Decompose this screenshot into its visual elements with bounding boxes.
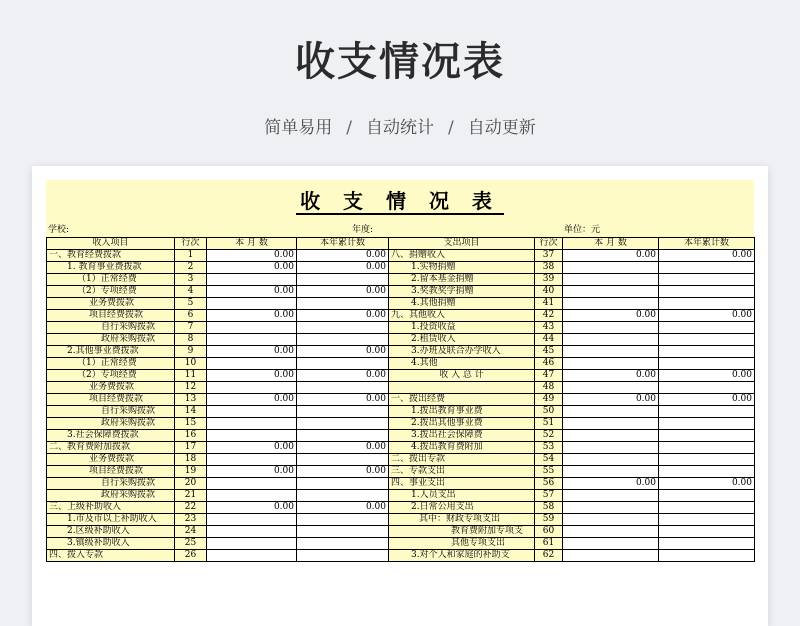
amount-cell[interactable] — [563, 322, 659, 334]
item-cell[interactable]: 项目经费拨款 — [47, 394, 175, 406]
amount-cell[interactable] — [659, 382, 755, 394]
item-cell[interactable]: 1.人员支出 — [389, 490, 535, 502]
amount-cell[interactable]: 0.00 — [659, 478, 755, 490]
amount-cell[interactable] — [297, 358, 389, 370]
amount-cell[interactable]: 0.00 — [297, 310, 389, 322]
line-no-cell[interactable]: 37 — [535, 250, 563, 262]
line-no-cell[interactable]: 52 — [535, 430, 563, 442]
amount-cell[interactable]: 0.00 — [207, 370, 297, 382]
amount-cell[interactable] — [659, 490, 755, 502]
table-row — [47, 274, 755, 286]
line-no-cell[interactable]: 38 — [535, 262, 563, 274]
item-cell[interactable]: 政府采购拨款 — [47, 334, 175, 346]
amount-cell[interactable] — [207, 322, 297, 334]
amount-cell[interactable] — [659, 526, 755, 538]
table-row — [47, 418, 755, 430]
unit-label: 单位：元 — [564, 225, 601, 235]
amount-cell[interactable]: 0.00 — [207, 250, 297, 262]
table-header-row — [47, 238, 755, 250]
table-row — [47, 502, 755, 514]
table-row — [47, 538, 755, 550]
amount-cell[interactable]: 0.00 — [297, 346, 389, 358]
line-no-cell[interactable]: 58 — [535, 502, 563, 514]
amount-cell[interactable]: 0.00 — [659, 250, 755, 262]
amount-cell[interactable] — [659, 262, 755, 274]
table-row — [47, 286, 755, 298]
amount-cell[interactable]: 0.00 — [207, 502, 297, 514]
line-no-cell[interactable]: 6 — [175, 310, 207, 322]
table-row — [47, 382, 755, 394]
item-cell[interactable]: 2.留本基金捐赠 — [389, 274, 535, 286]
amount-cell[interactable] — [563, 430, 659, 442]
amount-cell[interactable]: 0.00 — [297, 370, 389, 382]
spreadsheet — [46, 180, 754, 562]
line-no-cell[interactable]: 19 — [175, 466, 207, 478]
column-header[interactable]: 本 月 数 — [563, 238, 659, 250]
amount-cell[interactable] — [207, 406, 297, 418]
line-no-cell[interactable]: 42 — [535, 310, 563, 322]
amount-cell[interactable]: 0.00 — [659, 394, 755, 406]
amount-cell[interactable] — [297, 430, 389, 442]
amount-cell[interactable] — [563, 418, 659, 430]
amount-cell[interactable] — [297, 538, 389, 550]
table-row — [47, 346, 755, 358]
item-cell[interactable]: 四、拨入专款 — [47, 550, 175, 562]
amount-cell[interactable]: 0.00 — [659, 310, 755, 322]
amount-cell[interactable] — [659, 418, 755, 430]
amount-cell[interactable]: 0.00 — [207, 394, 297, 406]
amount-cell[interactable] — [563, 286, 659, 298]
line-no-cell[interactable]: 1 — [175, 250, 207, 262]
item-cell[interactable]: 二、教育费附加拨款 — [47, 442, 175, 454]
line-no-cell[interactable]: 7 — [175, 322, 207, 334]
item-cell[interactable]: 收 入 总 计 — [389, 370, 535, 382]
table-row — [47, 454, 755, 466]
item-cell[interactable]: 教育费附加专项支 — [389, 526, 535, 538]
line-no-cell[interactable]: 13 — [175, 394, 207, 406]
line-no-cell[interactable]: 39 — [535, 274, 563, 286]
line-no-cell[interactable]: 54 — [535, 454, 563, 466]
amount-cell[interactable] — [297, 526, 389, 538]
amount-cell[interactable] — [659, 346, 755, 358]
amount-cell[interactable] — [563, 526, 659, 538]
item-cell[interactable]: 1.投资收益 — [389, 322, 535, 334]
amount-cell[interactable] — [659, 442, 755, 454]
income-expense-table — [46, 237, 755, 562]
line-no-cell[interactable]: 44 — [535, 334, 563, 346]
table-row — [47, 262, 755, 274]
column-header[interactable]: 本 月 数 — [207, 238, 297, 250]
page-title: 收支情况表 — [295, 39, 505, 85]
item-cell[interactable]: （2）专项经费 — [47, 370, 175, 382]
amount-cell[interactable]: 0.00 — [563, 250, 659, 262]
amount-cell[interactable] — [207, 538, 297, 550]
table-row — [47, 406, 755, 418]
amount-cell[interactable]: 0.00 — [563, 478, 659, 490]
amount-cell[interactable] — [563, 262, 659, 274]
line-no-cell[interactable]: 5 — [175, 298, 207, 310]
amount-cell[interactable] — [659, 274, 755, 286]
amount-cell[interactable]: 0.00 — [297, 502, 389, 514]
amount-cell[interactable]: 0.00 — [297, 286, 389, 298]
table-row — [47, 526, 755, 538]
line-no-cell[interactable]: 11 — [175, 370, 207, 382]
table-row — [47, 334, 755, 346]
amount-cell[interactable] — [297, 490, 389, 502]
line-no-cell[interactable]: 2 — [175, 262, 207, 274]
amount-cell[interactable] — [563, 346, 659, 358]
amount-cell[interactable]: 0.00 — [297, 394, 389, 406]
line-no-cell[interactable]: 3 — [175, 274, 207, 286]
amount-cell[interactable] — [297, 478, 389, 490]
table-row — [47, 514, 755, 526]
amount-cell[interactable] — [659, 550, 755, 562]
line-no-cell[interactable]: 24 — [175, 526, 207, 538]
table-row — [47, 370, 755, 382]
table-row — [47, 358, 755, 370]
item-cell[interactable]: 3.镇级补助收入 — [47, 538, 175, 550]
amount-cell[interactable] — [563, 466, 659, 478]
amount-cell[interactable] — [563, 274, 659, 286]
amount-cell[interactable]: 0.00 — [563, 370, 659, 382]
table-row — [47, 298, 755, 310]
amount-cell[interactable] — [659, 298, 755, 310]
amount-cell[interactable] — [207, 550, 297, 562]
amount-cell[interactable]: 0.00 — [297, 466, 389, 478]
amount-cell[interactable] — [207, 418, 297, 430]
amount-cell[interactable] — [563, 406, 659, 418]
table-row — [47, 250, 755, 262]
amount-cell[interactable] — [659, 538, 755, 550]
item-cell[interactable] — [389, 382, 535, 394]
amount-cell[interactable]: 0.00 — [207, 310, 297, 322]
column-header[interactable]: 本年累计数 — [297, 238, 389, 250]
item-cell[interactable]: 项目经费拨款 — [47, 466, 175, 478]
amount-cell[interactable] — [207, 490, 297, 502]
line-no-cell[interactable]: 41 — [535, 298, 563, 310]
amount-cell[interactable] — [207, 514, 297, 526]
line-no-cell[interactable]: 25 — [175, 538, 207, 550]
sheet-meta-row — [46, 224, 754, 237]
item-cell[interactable]: （1）正常经费 — [47, 274, 175, 286]
amount-cell[interactable] — [563, 514, 659, 526]
item-cell[interactable]: 3.对个人和家庭的补助支 — [389, 550, 535, 562]
item-cell[interactable]: 其中：财政专项支出 — [389, 514, 535, 526]
line-no-cell[interactable]: 61 — [535, 538, 563, 550]
table-row — [47, 490, 755, 502]
amount-cell[interactable] — [207, 274, 297, 286]
line-no-cell[interactable]: 59 — [535, 514, 563, 526]
line-no-cell[interactable]: 51 — [535, 418, 563, 430]
table-row — [47, 466, 755, 478]
item-cell[interactable]: 政府采购拨款 — [47, 418, 175, 430]
line-no-cell[interactable]: 21 — [175, 490, 207, 502]
amount-cell[interactable]: 0.00 — [297, 250, 389, 262]
amount-cell[interactable] — [659, 358, 755, 370]
item-cell[interactable]: 业务费拨款 — [47, 298, 175, 310]
amount-cell[interactable] — [659, 466, 755, 478]
line-no-cell[interactable]: 15 — [175, 418, 207, 430]
column-header[interactable]: 本年累计数 — [659, 238, 755, 250]
table-row — [47, 322, 755, 334]
page-subtitle — [0, 113, 800, 138]
item-cell[interactable]: 4.其他捐赠 — [389, 298, 535, 310]
amount-cell[interactable] — [563, 358, 659, 370]
amount-cell[interactable] — [563, 490, 659, 502]
line-no-cell[interactable]: 12 — [175, 382, 207, 394]
item-cell[interactable]: 3.社会保障费拨款 — [47, 430, 175, 442]
amount-cell[interactable] — [207, 358, 297, 370]
amount-cell[interactable] — [297, 298, 389, 310]
subtitle-auto-update: 自动更新 — [467, 118, 536, 138]
item-cell[interactable]: 三、上级补助收入 — [47, 502, 175, 514]
item-cell[interactable]: 业务费拨款 — [47, 454, 175, 466]
item-cell[interactable]: 业务费拨款 — [47, 382, 175, 394]
item-cell[interactable]: 其他专项支出 — [389, 538, 535, 550]
amount-cell[interactable]: 0.00 — [207, 466, 297, 478]
subtitle-separator: / — [448, 118, 454, 138]
amount-cell[interactable]: 0.00 — [297, 262, 389, 274]
item-cell[interactable]: 2.租赁收入 — [389, 334, 535, 346]
year-label: 年度: — [352, 225, 374, 235]
line-no-cell[interactable]: 60 — [535, 526, 563, 538]
amount-cell[interactable] — [563, 550, 659, 562]
amount-cell[interactable] — [297, 274, 389, 286]
line-no-cell[interactable]: 10 — [175, 358, 207, 370]
amount-cell[interactable] — [297, 418, 389, 430]
item-cell[interactable]: 自行采购拨款 — [47, 406, 175, 418]
item-cell[interactable]: 3.办班及联合办学收入 — [389, 346, 535, 358]
line-no-cell[interactable]: 17 — [175, 442, 207, 454]
line-no-cell[interactable]: 56 — [535, 478, 563, 490]
item-cell[interactable]: 2.日常公用支出 — [389, 502, 535, 514]
item-cell[interactable]: 一、拨出经费 — [389, 394, 535, 406]
line-no-cell[interactable]: 20 — [175, 478, 207, 490]
item-cell[interactable]: 3.拨出社会保障费 — [389, 430, 535, 442]
item-cell[interactable]: 1.市及市以上补助收入 — [47, 514, 175, 526]
column-header[interactable]: 行次 — [175, 238, 207, 250]
line-no-cell[interactable]: 57 — [535, 490, 563, 502]
spreadsheet-preview-card — [32, 166, 768, 626]
item-cell[interactable]: 四、事业支出 — [389, 478, 535, 490]
item-cell[interactable]: 2.其他事业费拨款 — [47, 346, 175, 358]
amount-cell[interactable] — [297, 406, 389, 418]
amount-cell[interactable] — [659, 406, 755, 418]
line-no-cell[interactable]: 9 — [175, 346, 207, 358]
line-no-cell[interactable]: 45 — [535, 346, 563, 358]
line-no-cell[interactable]: 46 — [535, 358, 563, 370]
amount-cell[interactable]: 0.00 — [207, 286, 297, 298]
item-cell[interactable]: 三、专款支出 — [389, 466, 535, 478]
subtitle-auto-stats: 自动统计 — [366, 118, 434, 138]
line-no-cell[interactable]: 14 — [175, 406, 207, 418]
subtitle-easy: 简单易用 — [264, 118, 333, 138]
amount-cell[interactable] — [563, 334, 659, 346]
line-no-cell[interactable]: 48 — [535, 382, 563, 394]
amount-cell[interactable] — [207, 526, 297, 538]
item-cell[interactable]: 1.实物捐赠 — [389, 262, 535, 274]
item-cell[interactable]: 九、其他收入 — [389, 310, 535, 322]
amount-cell[interactable] — [563, 538, 659, 550]
amount-cell[interactable] — [207, 478, 297, 490]
item-cell[interactable]: 项目经费拨款 — [47, 310, 175, 322]
table-row — [47, 442, 755, 454]
line-no-cell[interactable]: 62 — [535, 550, 563, 562]
line-no-cell[interactable]: 55 — [535, 466, 563, 478]
item-cell[interactable]: （1）正常经费 — [47, 358, 175, 370]
amount-cell[interactable] — [563, 454, 659, 466]
line-no-cell[interactable]: 16 — [175, 430, 207, 442]
amount-cell[interactable] — [297, 514, 389, 526]
amount-cell[interactable] — [297, 382, 389, 394]
amount-cell[interactable] — [659, 334, 755, 346]
amount-cell[interactable] — [659, 502, 755, 514]
item-cell[interactable]: 二、拨出专款 — [389, 454, 535, 466]
line-no-cell[interactable]: 22 — [175, 502, 207, 514]
item-cell[interactable]: 自行采购拨款 — [47, 478, 175, 490]
line-no-cell[interactable]: 50 — [535, 406, 563, 418]
line-no-cell[interactable]: 43 — [535, 322, 563, 334]
line-no-cell[interactable]: 49 — [535, 394, 563, 406]
item-cell[interactable]: 2.区级补助收入 — [47, 526, 175, 538]
column-header[interactable]: 支出项目 — [389, 238, 535, 250]
subtitle-separator: / — [346, 118, 352, 138]
item-cell[interactable]: 3.奖教奖学捐赠 — [389, 286, 535, 298]
amount-cell[interactable] — [563, 442, 659, 454]
line-no-cell[interactable]: 53 — [535, 442, 563, 454]
item-cell[interactable]: 政府采购拨款 — [47, 490, 175, 502]
amount-cell[interactable]: 0.00 — [297, 442, 389, 454]
line-no-cell[interactable]: 4 — [175, 286, 207, 298]
item-cell[interactable]: （2）专项经费 — [47, 286, 175, 298]
column-header[interactable]: 收入项目 — [47, 238, 175, 250]
amount-cell[interactable] — [297, 334, 389, 346]
amount-cell[interactable]: 0.00 — [207, 346, 297, 358]
school-label: 学校: — [48, 225, 70, 235]
table-row — [47, 394, 755, 406]
item-cell[interactable]: 1. 教育事业费拨款 — [47, 262, 175, 274]
item-cell[interactable]: 八、捐赠收入 — [389, 250, 535, 262]
table-row — [47, 430, 755, 442]
amount-cell[interactable] — [297, 322, 389, 334]
line-no-cell[interactable]: 8 — [175, 334, 207, 346]
item-cell[interactable]: 4.拨出教育费附加 — [389, 442, 535, 454]
line-no-cell[interactable]: 18 — [175, 454, 207, 466]
table-row — [47, 550, 755, 562]
sheet-title: 收 支 情 况 表 — [296, 190, 504, 215]
amount-cell[interactable] — [659, 514, 755, 526]
amount-cell[interactable] — [659, 286, 755, 298]
amount-cell[interactable] — [207, 454, 297, 466]
amount-cell[interactable] — [659, 430, 755, 442]
amount-cell[interactable] — [563, 298, 659, 310]
amount-cell[interactable]: 0.00 — [207, 442, 297, 454]
amount-cell[interactable] — [207, 430, 297, 442]
item-cell[interactable]: 自行采购拨款 — [47, 322, 175, 334]
line-no-cell[interactable]: 47 — [535, 370, 563, 382]
amount-cell[interactable] — [297, 454, 389, 466]
amount-cell[interactable] — [207, 334, 297, 346]
amount-cell[interactable] — [297, 550, 389, 562]
sheet-title-row — [46, 180, 754, 224]
table-row — [47, 310, 755, 322]
line-no-cell[interactable]: 23 — [175, 514, 207, 526]
amount-cell[interactable] — [563, 502, 659, 514]
amount-cell[interactable] — [563, 382, 659, 394]
item-cell[interactable]: 一、教育经费拨款 — [47, 250, 175, 262]
amount-cell[interactable] — [207, 298, 297, 310]
item-cell[interactable]: 2.拨出其他事业费 — [389, 418, 535, 430]
amount-cell[interactable] — [659, 322, 755, 334]
amount-cell[interactable] — [207, 382, 297, 394]
item-cell[interactable]: 4.其他 — [389, 358, 535, 370]
amount-cell[interactable]: 0.00 — [207, 262, 297, 274]
column-header[interactable]: 行次 — [535, 238, 563, 250]
line-no-cell[interactable]: 40 — [535, 286, 563, 298]
table-row — [47, 478, 755, 490]
line-no-cell[interactable]: 26 — [175, 550, 207, 562]
amount-cell[interactable]: 0.00 — [659, 370, 755, 382]
item-cell[interactable]: 1.拨出教育事业费 — [389, 406, 535, 418]
amount-cell[interactable]: 0.00 — [563, 310, 659, 322]
amount-cell[interactable]: 0.00 — [563, 394, 659, 406]
amount-cell[interactable] — [659, 454, 755, 466]
